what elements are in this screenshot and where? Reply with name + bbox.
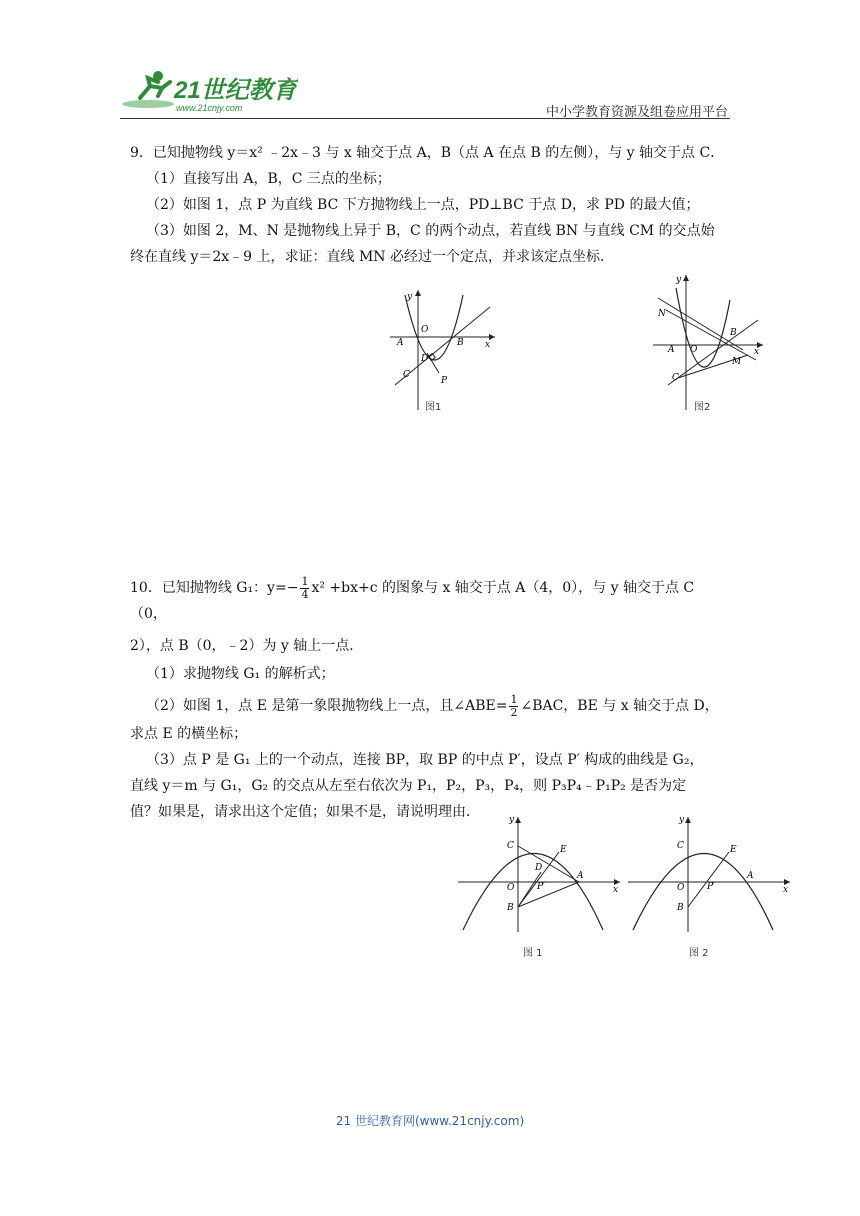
svg-text:x: x xyxy=(783,885,789,895)
q9-part2: （2）如图 1，点 P 为直线 BC 下方抛物线上一点，PD⊥BC 于点 D，求 PD 的最大值； xyxy=(146,197,700,213)
q10-part1: （1）求抛物线 G₁ 的解析式； xyxy=(146,666,335,682)
svg-text:P′: P′ xyxy=(537,882,546,892)
svg-text:C: C xyxy=(507,841,514,851)
question-10 xyxy=(130,575,730,825)
q9-figure-1 xyxy=(385,285,500,415)
q10-part2-line xyxy=(130,693,730,719)
svg-text:D: D xyxy=(535,863,543,873)
q10-figure-1 xyxy=(455,812,625,962)
frac1-denominator: 4 xyxy=(301,587,309,601)
q9-figure-2 xyxy=(648,270,768,420)
svg-text:y: y xyxy=(676,275,682,285)
svg-text:C: C xyxy=(677,841,684,851)
q9-part3b: 终在直线 y＝2x﹣9 上，求证：直线 MN 必经过一个定点，并求该定点坐标． xyxy=(130,249,615,265)
svg-text:A: A xyxy=(747,871,754,881)
q10-fraction-2 xyxy=(509,694,518,719)
frac2-denominator: 2 xyxy=(510,705,518,719)
svg-text:O: O xyxy=(507,883,515,893)
frac2-numerator: 1 xyxy=(510,692,518,706)
svg-text:A: A xyxy=(668,345,675,355)
question-9 xyxy=(130,140,730,270)
svg-text:x: x xyxy=(754,347,760,357)
svg-text:B: B xyxy=(507,903,514,913)
q10-fig1-caption: 图 1 xyxy=(523,948,543,959)
q10-part2-a: （2）如图 1，点 E 是第一象限抛物线上一点，且∠ABE= xyxy=(146,698,508,714)
q9-part3a: （3）如图 2，M、N 是抛物线上异于 B，C 的两个动点，若直线 BN 与直线 CM 的交点始 xyxy=(146,223,715,239)
svg-text:O: O xyxy=(677,883,685,893)
q10-figure-2 xyxy=(625,812,795,962)
frac1-numerator: 1 xyxy=(301,574,309,588)
q10-stem-line1 xyxy=(130,575,730,627)
logo xyxy=(118,68,298,114)
svg-text:D: D xyxy=(421,354,429,364)
svg-text:P′: P′ xyxy=(707,882,716,892)
svg-text:B: B xyxy=(677,903,684,913)
svg-text:C: C xyxy=(672,373,679,383)
q10-part3a: （3）点 P 是 G₁ 上的一个动点，连接 BP，取 BP 的中点 P′，设点 P′ 构成的曲线是 G₂， xyxy=(146,752,704,768)
svg-text:x: x xyxy=(485,340,491,350)
svg-text:A: A xyxy=(577,871,584,881)
logo-url: www.21cnjy.com xyxy=(176,103,243,113)
q10-stem-b: x² +bx+c 的图象与 x 轴交于点 A（4，0），与 y 轴交于点 C（0， xyxy=(130,580,695,622)
svg-text:M: M xyxy=(732,357,742,367)
logo-title: 21世纪教育 xyxy=(174,77,297,104)
svg-text:A: A xyxy=(397,338,404,348)
platform-label: 中小学教育资源及组卷应用平台 xyxy=(545,105,728,120)
q10-stem-c: 2），点 B（0，﹣2）为 y 轴上一点． xyxy=(130,638,364,654)
logo-graphic xyxy=(118,68,298,114)
q10-part2-b: ∠BAC，BE 与 x 轴交于点 D， xyxy=(520,698,719,714)
svg-text:C: C xyxy=(403,370,410,380)
svg-text:O: O xyxy=(690,345,698,355)
footer-link[interactable]: 21 世纪教育网(www.21cnjy.com) xyxy=(335,1114,525,1128)
svg-text:x: x xyxy=(613,885,619,895)
q10-part3c: 值？如果是，请求出这个定值；如果不是，请说明理由． xyxy=(130,804,480,820)
q9-fig1-caption: 图1 xyxy=(425,402,442,413)
svg-text:O: O xyxy=(421,325,429,335)
q10-part3b: 直线 y＝m 与 G₁，G₂ 的交点从左至右依次为 P₁，P₂，P₃，P₄，则 P₃P₄﹣P₁P₂ 是否为定 xyxy=(130,778,687,794)
svg-text:y: y xyxy=(509,815,515,825)
q9-part1: （1）直接写出 A，B，C 三点的坐标； xyxy=(146,171,391,187)
q10-stem-a: 10．已知抛物线 G₁：y=− xyxy=(130,580,299,596)
header-divider xyxy=(120,118,730,119)
svg-text:N: N xyxy=(658,309,666,319)
svg-text:P: P xyxy=(441,376,448,386)
q10-part2-c: 求点 E 的横坐标； xyxy=(130,726,248,742)
q9-fig2-caption: 图2 xyxy=(694,402,711,413)
svg-text:B: B xyxy=(457,338,464,348)
svg-text:y: y xyxy=(407,292,413,302)
q10-fig2-caption: 图 2 xyxy=(689,948,709,959)
svg-text:E: E xyxy=(730,845,737,855)
q10-fraction-1 xyxy=(300,576,309,601)
svg-text:B: B xyxy=(730,328,737,338)
q9-stem: 9．已知抛物线 y＝x² ﹣2x﹣3 与 x 轴交于点 A，B（点 A 在点 B 的左侧），与 y 轴交于点 C． xyxy=(130,145,725,161)
svg-text:E: E xyxy=(560,845,567,855)
svg-text:y: y xyxy=(679,815,685,825)
